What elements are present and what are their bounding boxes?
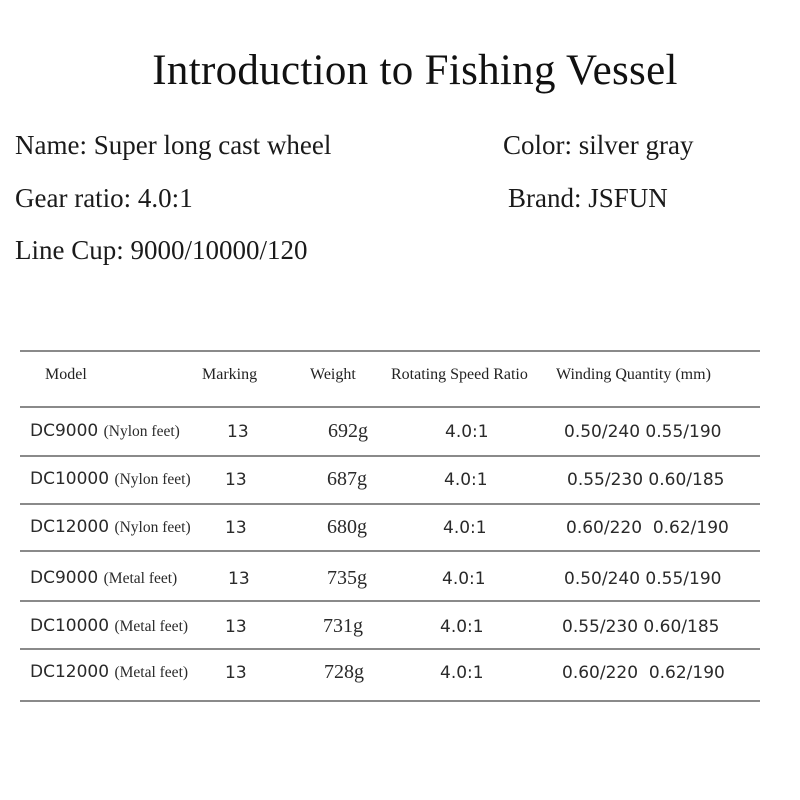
cell-weight: 728g	[324, 661, 364, 683]
cell-weight: 692g	[328, 420, 368, 442]
cell-weight: 687g	[327, 468, 367, 490]
table-rule-bottom	[20, 700, 760, 702]
cell-winding: 0.60/220 0.62/190	[562, 663, 725, 683]
page-title: Introduction to Fishing Vessel	[152, 47, 678, 94]
model-feet: (Metal feet)	[114, 618, 189, 635]
model-code: DC12000	[30, 517, 110, 537]
model-feet: (Nylon feet)	[114, 471, 191, 488]
header-model: Model	[45, 366, 87, 383]
cell-model	[30, 517, 191, 537]
model-feet: (Metal feet)	[103, 570, 178, 587]
header-weight: Weight	[310, 366, 356, 383]
cell-marking: 13	[225, 617, 247, 637]
spec-gear-ratio: Gear ratio: 4.0:1	[15, 183, 193, 213]
model-code: DC12000	[30, 662, 110, 682]
cell-weight: 735g	[327, 567, 367, 589]
spec-name: Name: Super long cast wheel	[15, 130, 332, 160]
table-rule	[20, 600, 760, 602]
table-rule	[20, 503, 760, 505]
cell-ratio: 4.0:1	[440, 617, 484, 637]
cell-winding: 0.50/240 0.55/190	[564, 569, 722, 589]
cell-model	[30, 616, 188, 636]
model-code: DC10000	[30, 616, 110, 636]
cell-marking: 13	[225, 518, 247, 538]
model-feet: (Nylon feet)	[103, 423, 180, 440]
spec-brand: Brand: JSFUN	[508, 183, 668, 213]
spec-line-cup: Line Cup: 9000/10000/120	[15, 235, 308, 265]
cell-ratio: 4.0:1	[445, 422, 489, 442]
model-code: DC10000	[30, 469, 110, 489]
spec-color: Color: silver gray	[503, 130, 694, 160]
cell-ratio: 4.0:1	[442, 569, 486, 589]
cell-weight: 680g	[327, 516, 367, 538]
model-feet: (Metal feet)	[114, 664, 189, 681]
cell-marking: 13	[227, 422, 249, 442]
model-feet: (Nylon feet)	[114, 519, 191, 536]
cell-marking: 13	[225, 470, 247, 490]
model-code: DC9000	[30, 568, 99, 588]
cell-model	[30, 469, 191, 489]
cell-marking: 13	[228, 569, 250, 589]
table-rule	[20, 406, 760, 408]
cell-ratio: 4.0:1	[443, 518, 487, 538]
cell-winding: 0.55/230 0.60/185	[567, 470, 725, 490]
cell-winding: 0.55/230 0.60/185	[562, 617, 720, 637]
cell-weight: 731g	[323, 615, 363, 637]
table-rule	[20, 455, 760, 457]
cell-model	[30, 662, 188, 682]
cell-ratio: 4.0:1	[444, 470, 488, 490]
table-rule-top	[20, 350, 760, 352]
cell-winding: 0.50/240 0.55/190	[564, 422, 722, 442]
table-rule	[20, 648, 760, 650]
header-speed-ratio: Rotating Speed Ratio	[391, 366, 528, 383]
cell-winding: 0.60/220 0.62/190	[566, 518, 729, 538]
model-code: DC9000	[30, 421, 99, 441]
header-marking: Marking	[202, 366, 258, 383]
table-rule	[20, 550, 760, 552]
cell-model	[30, 568, 177, 588]
cell-model	[30, 421, 180, 441]
spec-table	[20, 350, 760, 702]
cell-marking: 13	[225, 663, 247, 683]
cell-ratio: 4.0:1	[440, 663, 484, 683]
header-winding: Winding Quantity (mm)	[556, 366, 711, 383]
